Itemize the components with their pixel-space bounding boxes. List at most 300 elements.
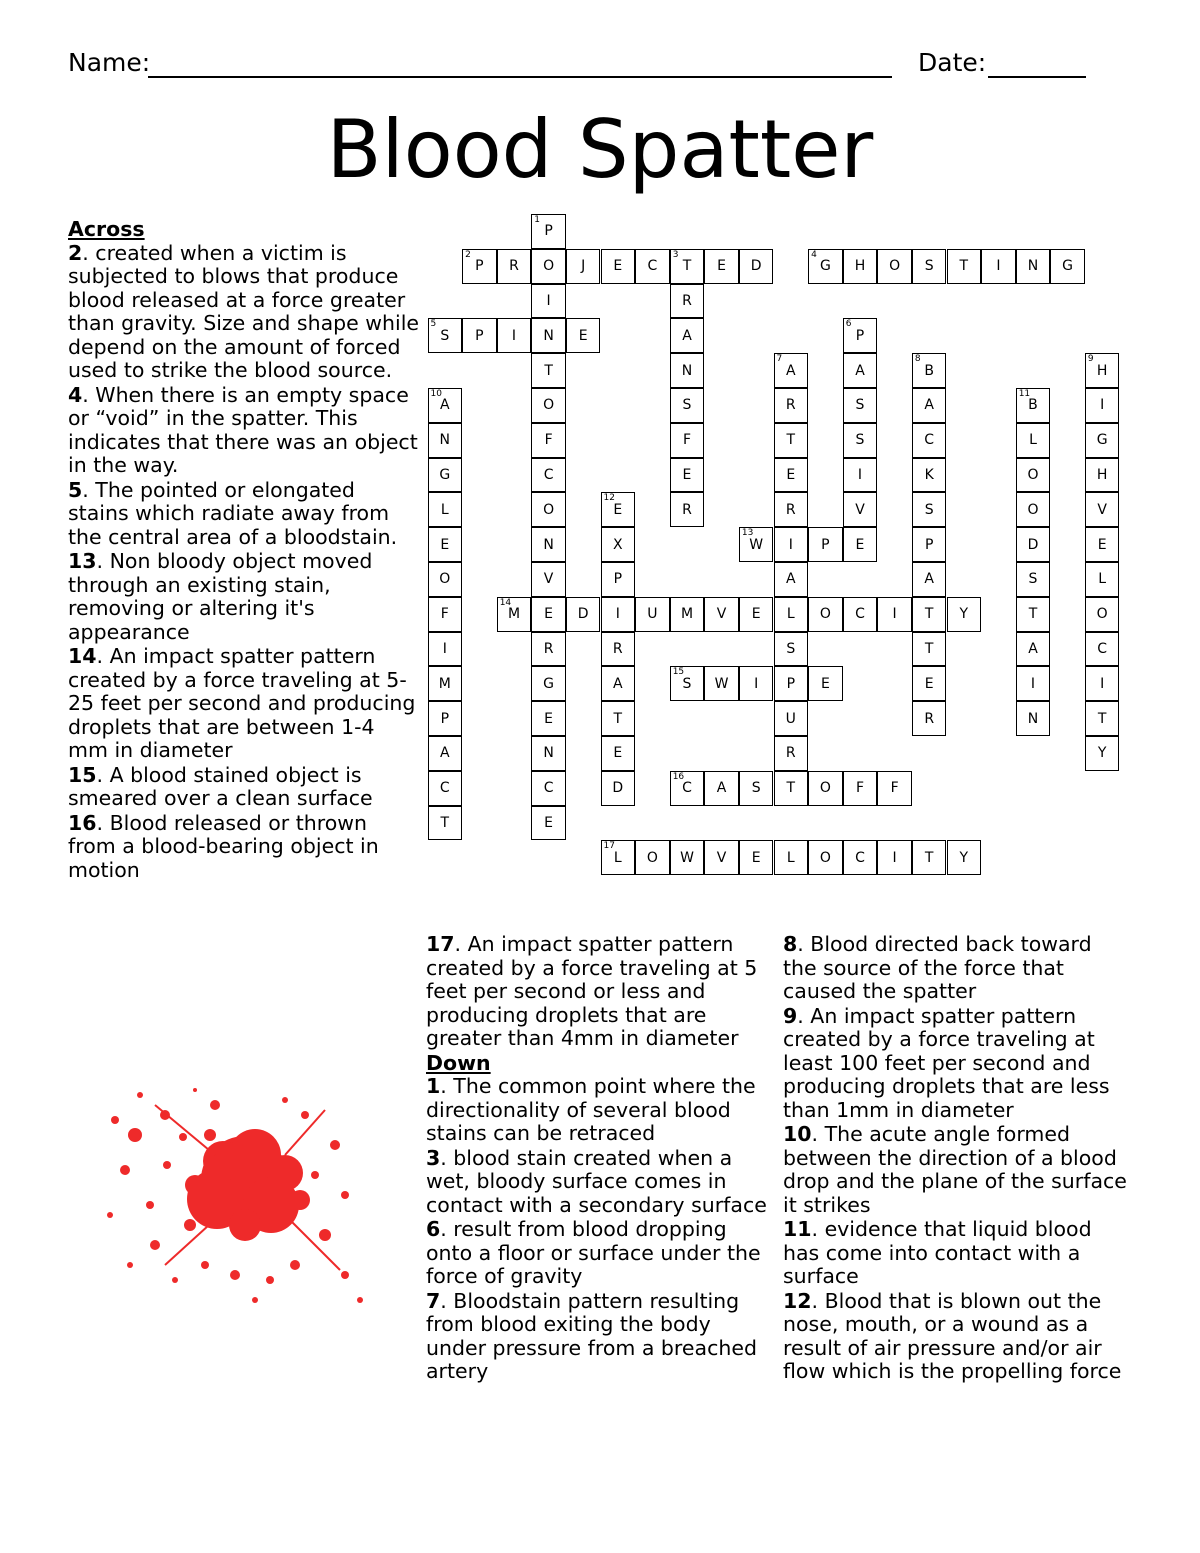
cell-letter: R [924, 710, 935, 727]
down-clues-continued [783, 933, 1128, 1385]
cell-letter: C [1097, 640, 1108, 657]
grid-cell[interactable] [1016, 388, 1051, 423]
grid-cell[interactable] [531, 458, 566, 493]
clue-text: . A blood stained object is smeared over a clean surface [68, 762, 373, 810]
cell-number: 1 [534, 215, 541, 225]
cell-letter: I [442, 640, 447, 657]
cell-letter: G [1062, 258, 1074, 275]
grid-cell[interactable] [428, 597, 463, 632]
cell-letter: E [1097, 536, 1107, 553]
grid-cell[interactable] [912, 492, 947, 527]
cell-letter: V [716, 606, 727, 623]
grid-cell[interactable] [1016, 666, 1051, 701]
cell-letter: S [786, 640, 796, 657]
cell-letter: W [749, 536, 764, 553]
grid-cell[interactable] [670, 492, 705, 527]
cell-letter: L [786, 606, 795, 623]
cell-letter: A [1028, 640, 1038, 657]
grid-cell[interactable] [877, 771, 912, 806]
cell-letter: T [959, 258, 969, 275]
grid-cell[interactable] [774, 597, 809, 632]
cell-letter: R [612, 640, 623, 657]
cell-letter: A [924, 571, 934, 588]
grid-cell[interactable] [670, 666, 705, 701]
cell-number: 6 [845, 319, 852, 330]
grid-cell[interactable] [1016, 492, 1051, 527]
grid-cell[interactable] [739, 840, 774, 875]
cell-letter: T [786, 780, 796, 797]
grid-cell[interactable] [774, 736, 809, 771]
cell-letter: Y [1097, 745, 1107, 762]
cell-letter: R [682, 501, 692, 518]
cell-letter: S [682, 397, 692, 414]
cell-letter: E [820, 675, 830, 692]
cell-letter: T [1097, 710, 1107, 727]
cell-letter: I [754, 675, 759, 692]
across-clue-16 [68, 812, 420, 883]
grid-cell[interactable] [739, 597, 774, 632]
clue-text: . When there is an empty space or “void” in the spatter. This indicates that there was an object in the way. [68, 382, 418, 477]
grid-cell[interactable] [670, 423, 705, 458]
grid-cell[interactable] [670, 388, 705, 423]
cell-letter: A [786, 362, 796, 379]
grid-cell[interactable] [601, 632, 636, 667]
cell-letter: P [613, 571, 623, 588]
cell-letter: S [855, 432, 865, 449]
grid-cell[interactable] [670, 771, 705, 806]
cell-number: 10 [430, 389, 442, 399]
grid-cell[interactable] [428, 527, 463, 562]
grid-cell[interactable] [877, 249, 912, 284]
cell-letter: J [581, 258, 586, 275]
grid-cell[interactable] [566, 597, 601, 632]
grid-cell[interactable] [1085, 423, 1120, 458]
cell-letter: S [751, 780, 761, 797]
clue-text: . An impact spatter pattern created by a force traveling at least 100 feet per second and producing droplets that are less than 1mm in diameter [783, 1003, 1110, 1122]
cell-letter: P [855, 327, 865, 344]
cell-letter: F [440, 606, 449, 623]
cell-letter: V [1097, 501, 1107, 518]
grid-cell[interactable] [566, 318, 601, 353]
cell-letter: V [543, 571, 554, 588]
cell-letter: T [682, 258, 692, 275]
grid-cell[interactable] [1016, 701, 1051, 736]
grid-cell[interactable] [1016, 249, 1051, 284]
grid-cell[interactable] [704, 666, 739, 701]
grid-cell[interactable] [428, 806, 463, 841]
down-clue-11 [783, 1218, 1128, 1289]
grid-cell[interactable] [912, 701, 947, 736]
grid-cell[interactable] [1016, 632, 1051, 667]
cell-letter: L [786, 849, 795, 866]
cell-letter: M [680, 606, 694, 623]
grid-cell[interactable] [1016, 562, 1051, 597]
grid-cell[interactable] [843, 423, 878, 458]
grid-cell[interactable] [428, 318, 463, 353]
cell-letter: P [440, 710, 450, 727]
grid-cell[interactable] [774, 423, 809, 458]
cell-letter: N [1027, 710, 1039, 727]
grid-cell[interactable] [1050, 249, 1085, 284]
cell-number: 13 [741, 528, 754, 539]
grid-cell[interactable] [531, 701, 566, 736]
clue-number: 11 [783, 1217, 812, 1241]
across-clue-5 [68, 479, 420, 550]
cell-letter: P [786, 675, 796, 692]
cell-letter: E [855, 536, 865, 553]
across-heading: Across [68, 217, 145, 241]
cell-letter: N [439, 432, 451, 449]
grid-cell[interactable] [774, 666, 809, 701]
grid-cell[interactable] [774, 353, 809, 388]
grid-cell[interactable] [531, 492, 566, 527]
grid-cell[interactable] [428, 562, 463, 597]
grid-cell[interactable] [601, 527, 636, 562]
grid-cell[interactable] [1085, 527, 1120, 562]
grid-cell[interactable] [1085, 353, 1120, 388]
grid-cell[interactable] [462, 318, 497, 353]
cell-letter: S [924, 258, 934, 275]
grid-cell[interactable] [808, 597, 843, 632]
grid-cell[interactable] [774, 701, 809, 736]
cell-letter: R [682, 292, 692, 309]
cell-letter: I [892, 606, 897, 623]
cell-letter: P [924, 536, 934, 553]
grid-cell[interactable] [531, 562, 566, 597]
cell-letter: E [613, 258, 623, 275]
grid-cell[interactable] [843, 388, 878, 423]
grid-cell[interactable] [601, 736, 636, 771]
cell-letter: O [543, 501, 555, 518]
grid-cell[interactable] [912, 597, 947, 632]
cell-letter: C [543, 466, 554, 483]
cell-letter: G [543, 675, 555, 692]
grid-cell[interactable] [531, 527, 566, 562]
grid-cell[interactable] [843, 840, 878, 875]
clue-text: . Blood directed back toward the source of the force that caused the spatter [783, 932, 1092, 1003]
grid-cell[interactable] [1085, 701, 1120, 736]
grid-cell[interactable] [912, 458, 947, 493]
page-title: Blood Spatter [326, 103, 874, 196]
grid-cell[interactable] [843, 318, 878, 353]
cell-letter: R [543, 640, 554, 657]
grid-cell[interactable] [670, 284, 705, 319]
grid-cell[interactable] [497, 597, 532, 632]
clue-text: . result from blood dropping onto a floor or surface under the force of gravity [426, 1217, 761, 1288]
cell-number: 11 [1018, 389, 1031, 399]
cell-letter: R [785, 397, 796, 414]
cell-letter: A [440, 745, 450, 762]
grid-cell[interactable] [774, 632, 809, 667]
cell-letter: B [924, 362, 934, 379]
grid-cell[interactable] [843, 492, 878, 527]
cell-letter: C [855, 849, 865, 866]
grid-cell[interactable] [808, 249, 843, 284]
grid-cell[interactable] [739, 527, 774, 562]
grid-cell[interactable] [1085, 562, 1120, 597]
grid-cell[interactable] [428, 632, 463, 667]
grid-cell[interactable] [601, 666, 636, 701]
cell-letter: S [1028, 571, 1038, 588]
grid-cell[interactable] [531, 214, 566, 249]
cell-letter: O [543, 397, 555, 414]
cell-letter: N [543, 536, 554, 553]
grid-cell[interactable] [1016, 597, 1051, 632]
grid-cell[interactable] [601, 597, 636, 632]
cell-letter: I [1100, 397, 1105, 414]
down-clue-6 [426, 1218, 771, 1289]
grid-cell[interactable] [1085, 492, 1120, 527]
grid-cell[interactable] [774, 562, 809, 597]
grid-cell[interactable] [601, 492, 636, 527]
cell-letter: E [717, 258, 727, 275]
cell-letter: A [440, 397, 450, 414]
grid-cell[interactable] [635, 249, 670, 284]
cell-number: 8 [914, 354, 921, 365]
grid-cell[interactable] [670, 840, 705, 875]
across-clue-15 [68, 764, 420, 811]
grid-cell[interactable] [1016, 458, 1051, 493]
name-line[interactable] [148, 76, 892, 78]
cell-letter: F [682, 432, 692, 449]
cell-letter: L [440, 501, 449, 518]
grid-cell[interactable] [497, 318, 532, 353]
grid-cell[interactable] [670, 458, 705, 493]
grid-cell[interactable] [531, 249, 566, 284]
cell-letter: E [544, 814, 554, 831]
grid-cell[interactable] [808, 666, 843, 701]
grid-cell[interactable] [428, 701, 463, 736]
cell-letter: I [615, 606, 620, 623]
cell-letter: L [1098, 571, 1107, 588]
grid-cell[interactable] [774, 771, 809, 806]
cell-number: 16 [672, 771, 685, 782]
cell-letter: M [438, 675, 451, 692]
grid-cell[interactable] [912, 527, 947, 562]
clue-number: 15 [68, 762, 97, 787]
grid-cell[interactable] [912, 632, 947, 667]
grid-cell[interactable] [428, 666, 463, 701]
cell-letter: T [924, 849, 934, 866]
grid-cell[interactable] [428, 736, 463, 771]
cell-letter: H [1096, 362, 1108, 379]
clue-number: 9 [783, 1003, 798, 1028]
grid-cell[interactable] [1016, 423, 1051, 458]
grid-cell[interactable] [601, 771, 636, 806]
grid-cell[interactable] [981, 249, 1016, 284]
grid-cell[interactable] [739, 249, 774, 284]
down-clue-8 [783, 933, 1128, 1004]
cell-letter: A [716, 780, 727, 797]
clue-number: 16 [68, 810, 97, 835]
grid-cell[interactable] [843, 353, 878, 388]
clue-text: . Bloodstain pattern resulting from blood exiting the body under pressure from a breached artery [426, 1288, 757, 1383]
cell-letter: V [855, 501, 865, 518]
grid-cell[interactable] [877, 840, 912, 875]
grid-cell[interactable] [877, 597, 912, 632]
cell-letter: E [613, 745, 623, 762]
grid-cell[interactable] [1085, 597, 1120, 632]
grid-cell[interactable] [428, 458, 463, 493]
blood-splatter-image [95, 1075, 375, 1315]
grid-cell[interactable] [808, 840, 843, 875]
cell-letter: T [1028, 606, 1038, 623]
grid-cell[interactable] [601, 701, 636, 736]
cell-letter: G [439, 466, 451, 483]
clue-text: . An impact spatter pattern created by a force traveling at 5-25 feet per second and producing droplets that are between 1-4 mm in diameter [68, 644, 416, 762]
grid-cell[interactable] [531, 284, 566, 319]
grid-cell[interactable] [531, 597, 566, 632]
clue-text: . Non bloody object moved through an existing stain, removing or altering it's appearance [68, 549, 373, 644]
date-line[interactable] [988, 76, 1086, 78]
clue-text: . An impact spatter pattern created by a force traveling at 5 feet per second or less and producing droplets that are greater than 4mm in diameter [426, 932, 758, 1050]
grid-cell[interactable] [947, 597, 982, 632]
cell-letter: T [613, 710, 623, 727]
cell-letter: T [786, 432, 796, 449]
grid-cell[interactable] [531, 806, 566, 841]
grid-cell[interactable] [531, 423, 566, 458]
grid-cell[interactable] [497, 249, 532, 284]
cell-letter: O [1027, 501, 1039, 518]
grid-cell[interactable] [843, 249, 878, 284]
grid-cell[interactable] [1085, 736, 1120, 771]
cell-letter: D [612, 780, 624, 797]
grid-cell[interactable] [1016, 527, 1051, 562]
grid-cell[interactable] [1085, 458, 1120, 493]
across-clues-continued [426, 933, 771, 1385]
grid-cell[interactable] [704, 249, 739, 284]
cell-letter: U [647, 606, 658, 623]
grid-cell[interactable] [428, 423, 463, 458]
grid-cell[interactable] [1085, 388, 1120, 423]
grid-cell[interactable] [704, 771, 739, 806]
clue-number: 6 [426, 1217, 441, 1241]
grid-cell[interactable] [704, 597, 739, 632]
cell-number: 12 [603, 493, 615, 504]
grid-cell[interactable] [843, 771, 878, 806]
down-clue-10 [783, 1123, 1128, 1217]
grid-cell[interactable] [947, 249, 982, 284]
cell-letter: N [543, 745, 554, 762]
grid-cell[interactable] [1085, 666, 1120, 701]
grid-cell[interactable] [531, 666, 566, 701]
grid-cell[interactable] [947, 840, 982, 875]
cell-letter: T [924, 640, 934, 657]
clue-text: . created when a victim is subjected to blows that produce blood released at a force greater than gravity. Size and shape while depend on the amount of forced used to strike the blood source. [68, 240, 420, 382]
clue-number: 12 [783, 1288, 812, 1313]
grid-cell[interactable] [670, 249, 705, 284]
cell-letter: E [751, 606, 761, 623]
grid-cell[interactable] [774, 458, 809, 493]
grid-cell[interactable] [601, 562, 636, 597]
cell-letter: V [716, 849, 727, 866]
grid-cell[interactable] [808, 771, 843, 806]
cell-letter: O [1027, 466, 1039, 483]
clue-number: 8 [783, 932, 798, 956]
grid-cell[interactable] [531, 736, 566, 771]
cell-letter: K [924, 466, 934, 483]
grid-cell[interactable] [670, 318, 705, 353]
grid-cell[interactable] [912, 666, 947, 701]
cell-letter: C [682, 780, 692, 797]
grid-cell[interactable] [601, 840, 636, 875]
grid-cell[interactable] [912, 388, 947, 423]
clue-number: 7 [426, 1288, 441, 1313]
grid-cell[interactable] [601, 249, 636, 284]
grid-cell[interactable] [912, 840, 947, 875]
grid-cell[interactable] [739, 771, 774, 806]
grid-cell[interactable] [774, 840, 809, 875]
cell-letter: I [996, 258, 1001, 275]
cell-number: 15 [672, 667, 685, 678]
cell-letter: C [924, 432, 935, 449]
across-clue-4 [68, 384, 420, 478]
grid-cell[interactable] [635, 597, 670, 632]
grid-cell[interactable] [670, 597, 705, 632]
cell-letter: W [714, 675, 729, 692]
cell-letter: I [1100, 675, 1105, 692]
grid-cell[interactable] [808, 527, 843, 562]
grid-cell[interactable] [531, 388, 566, 423]
grid-cell[interactable] [843, 458, 878, 493]
cell-letter: L [613, 849, 622, 866]
grid-cell[interactable] [531, 318, 566, 353]
grid-cell[interactable] [428, 492, 463, 527]
cell-letter: O [889, 258, 901, 275]
grid-cell[interactable] [912, 562, 947, 597]
grid-cell[interactable] [774, 388, 809, 423]
grid-cell[interactable] [912, 249, 947, 284]
grid-cell[interactable] [670, 353, 705, 388]
grid-cell[interactable] [462, 249, 497, 284]
cell-letter: E [578, 327, 588, 344]
grid-cell[interactable] [739, 666, 774, 701]
grid-cell[interactable] [774, 492, 809, 527]
grid-cell[interactable] [912, 353, 947, 388]
cell-letter: T [924, 606, 934, 623]
date-label: Date: [918, 48, 987, 77]
down-clue-12 [783, 1290, 1128, 1384]
grid-cell[interactable] [428, 771, 463, 806]
clue-number: 3 [426, 1145, 441, 1170]
cell-letter: S [440, 327, 450, 344]
cell-letter: S [682, 675, 692, 692]
cell-number: 5 [430, 319, 437, 330]
grid-cell[interactable] [774, 527, 809, 562]
clue-number: 5 [68, 477, 83, 502]
cell-letter: F [890, 780, 899, 797]
grid-cell[interactable] [428, 388, 463, 423]
cell-letter: E [924, 675, 934, 692]
grid-cell[interactable] [531, 771, 566, 806]
grid-cell[interactable] [843, 527, 878, 562]
clue-number: 4 [68, 382, 83, 407]
grid-cell[interactable] [531, 632, 566, 667]
grid-cell[interactable] [843, 597, 878, 632]
cell-letter: Y [959, 849, 969, 866]
grid-cell[interactable] [1085, 632, 1120, 667]
cell-number: 4 [811, 249, 817, 260]
grid-cell[interactable] [912, 423, 947, 458]
cell-letter: P [821, 536, 830, 553]
cell-letter: I [857, 466, 863, 483]
across-clue-13 [68, 550, 420, 644]
grid-cell[interactable] [566, 249, 601, 284]
grid-cell[interactable] [635, 840, 670, 875]
grid-cell[interactable] [531, 353, 566, 388]
grid-cell[interactable] [704, 840, 739, 875]
across-clues [68, 218, 420, 883]
